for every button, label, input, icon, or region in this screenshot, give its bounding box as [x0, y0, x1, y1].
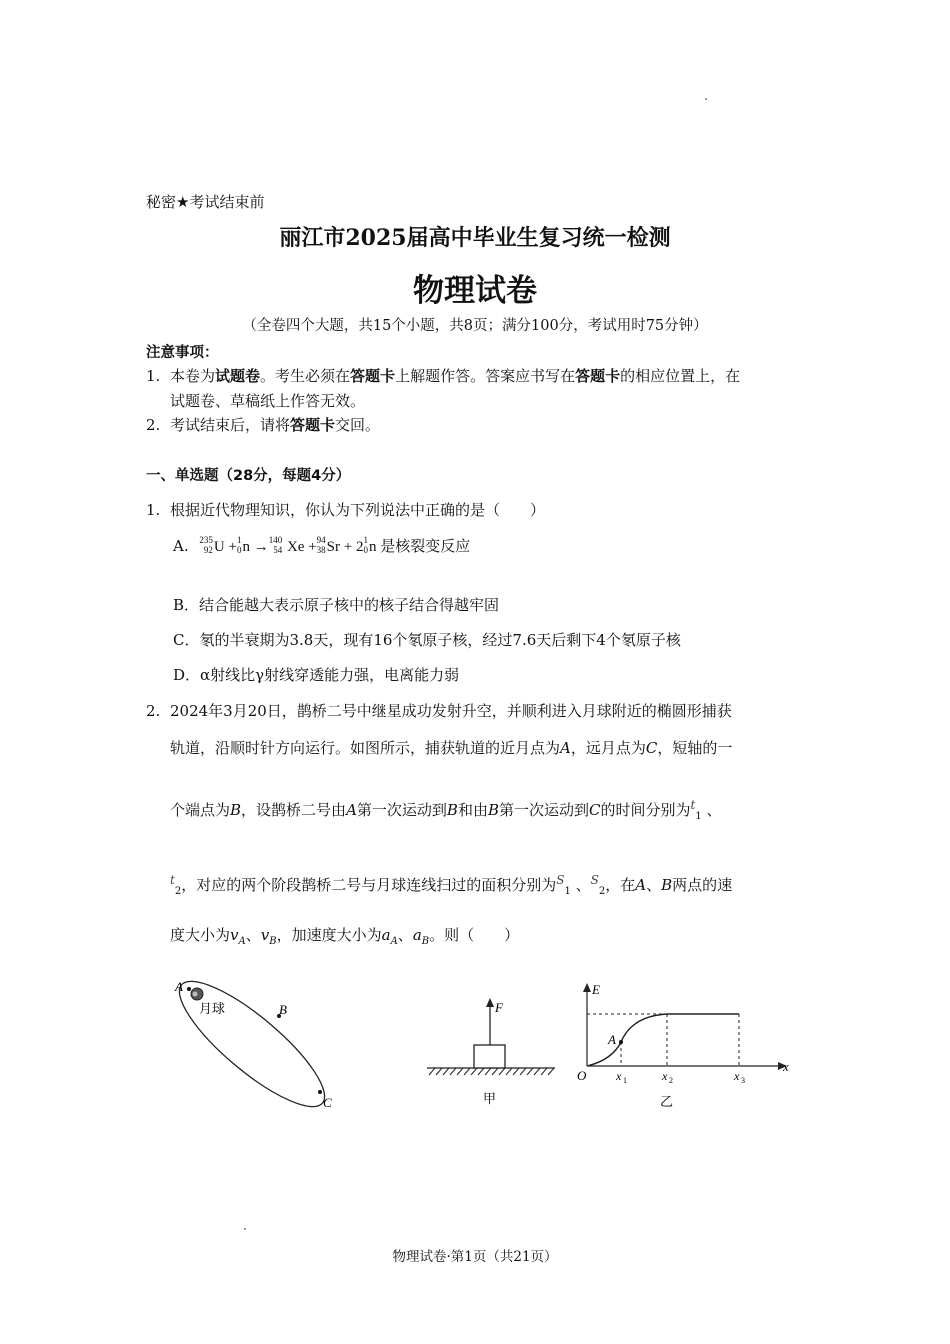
- orbit-label-c: C: [323, 1095, 332, 1110]
- confidential-label: 秘密★考试结束前: [146, 193, 265, 211]
- notice-heading: 注意事项：: [146, 345, 219, 361]
- question-2-line-4: $^t_2$，对应的两个阶段鹊桥二号与月球连线扫过的面积分别为$^S_1$ 、$^S_2$，在A、B两点的速: [170, 873, 733, 897]
- question-2-line-3: 个端点为B，设鹊桥二号由A第一次运动到B和由B第一次运动到C的时间分别为$^t_1$ 、: [170, 798, 722, 822]
- svg-text:3: 3: [741, 1076, 745, 1085]
- ground-hatching: [429, 1068, 554, 1075]
- force-arrowhead: [486, 998, 494, 1007]
- question-2-line-1: 2. 2024年3月20日，鹊桥二号中继星成功发射升空，并顺利进入月球附近的椭圆形捕获: [146, 702, 732, 720]
- orbit-label-a: A: [175, 979, 183, 994]
- block: [474, 1045, 505, 1068]
- svg-text:1: 1: [623, 1076, 627, 1085]
- notice-item-1-line2: 试题卷、草稿纸上作答无效。: [170, 392, 366, 410]
- origin-label: O: [577, 1068, 587, 1083]
- axis-e-label: E: [592, 982, 600, 997]
- question-1-option-c: C．氡的半衰期为3.8天，现有16个氡原子核，经过7.6天后剩下4个氡原子核: [173, 631, 681, 649]
- point-a-label: A: [608, 1032, 616, 1047]
- section-heading: 一、单选题（28分，每题4分）: [146, 468, 351, 484]
- svg-text:2: 2: [669, 1076, 673, 1085]
- scan-speck: [244, 1228, 246, 1230]
- question-2-line-2: 轨道，沿顺时针方向运行。如图所示，捕获轨道的近月点为A，远月点为C，短轴的一: [170, 739, 733, 757]
- subject-title: 物理试卷: [413, 273, 537, 309]
- axis-x-label: x: [783, 1059, 789, 1074]
- orbit-figure: [160, 972, 350, 1117]
- force-label: F: [495, 1000, 503, 1015]
- figure-yi: [572, 978, 797, 1113]
- question-1-option-d: D．α射线比γ射线穿透能力强，电离能力弱: [173, 666, 460, 684]
- orbit-label-b: B: [279, 1002, 287, 1017]
- point-a-dot: [187, 987, 191, 991]
- moon-label: 月球: [199, 1001, 226, 1016]
- exam-title: 丽江市2025届高中毕业生复习统一检测: [279, 225, 671, 251]
- x1-label: x: [616, 1069, 622, 1083]
- moon-highlight: [193, 992, 198, 997]
- question-1-option-b: B．结合能越大表示原子核中的核子结合得越牢固: [173, 596, 500, 614]
- point-c-dot: [318, 1090, 322, 1094]
- x3-label: x: [734, 1069, 740, 1083]
- figure-yi-caption: 乙: [660, 1094, 674, 1109]
- notice-item-2: 2. 考试结束后，请将答题卡交回。: [146, 416, 381, 434]
- y-axis-arrowhead: [583, 983, 591, 992]
- x2-label: x: [662, 1069, 668, 1083]
- nuclear-equation: 235 92U +1 0n →140 54 Xe +94 38Sr + 21 0n: [199, 534, 381, 555]
- question-1-stem: 1. 根据近代物理知识，你认为下列说法中正确的是（ ）: [146, 501, 546, 519]
- question-2-line-5: 度大小为$v_A$、$v_B$，加速度大小为$a_A$、$a_B$。则（ ）: [170, 926, 520, 947]
- figure-jia-caption: 甲: [483, 1091, 497, 1106]
- point-a-dot: [619, 1040, 623, 1044]
- notice-item-1: 1. 本卷为试题卷。考生必须在答题卡上解题作答。答案应书写在答题卡的相应位置上，在: [146, 367, 741, 385]
- figure-jia: [425, 995, 560, 1110]
- page-footer: 物理试卷·第1页（共21页）: [392, 1249, 558, 1265]
- scan-speck: [705, 98, 707, 100]
- question-1-option-a: A. 235 92U +1 0n →140 54 Xe +94 38Sr + 21 0n 是核裂变反应: [173, 534, 471, 555]
- exam-meta: （全卷四个大题，共15个小题，共8页；满分100分，考试用时75分钟）: [242, 318, 708, 334]
